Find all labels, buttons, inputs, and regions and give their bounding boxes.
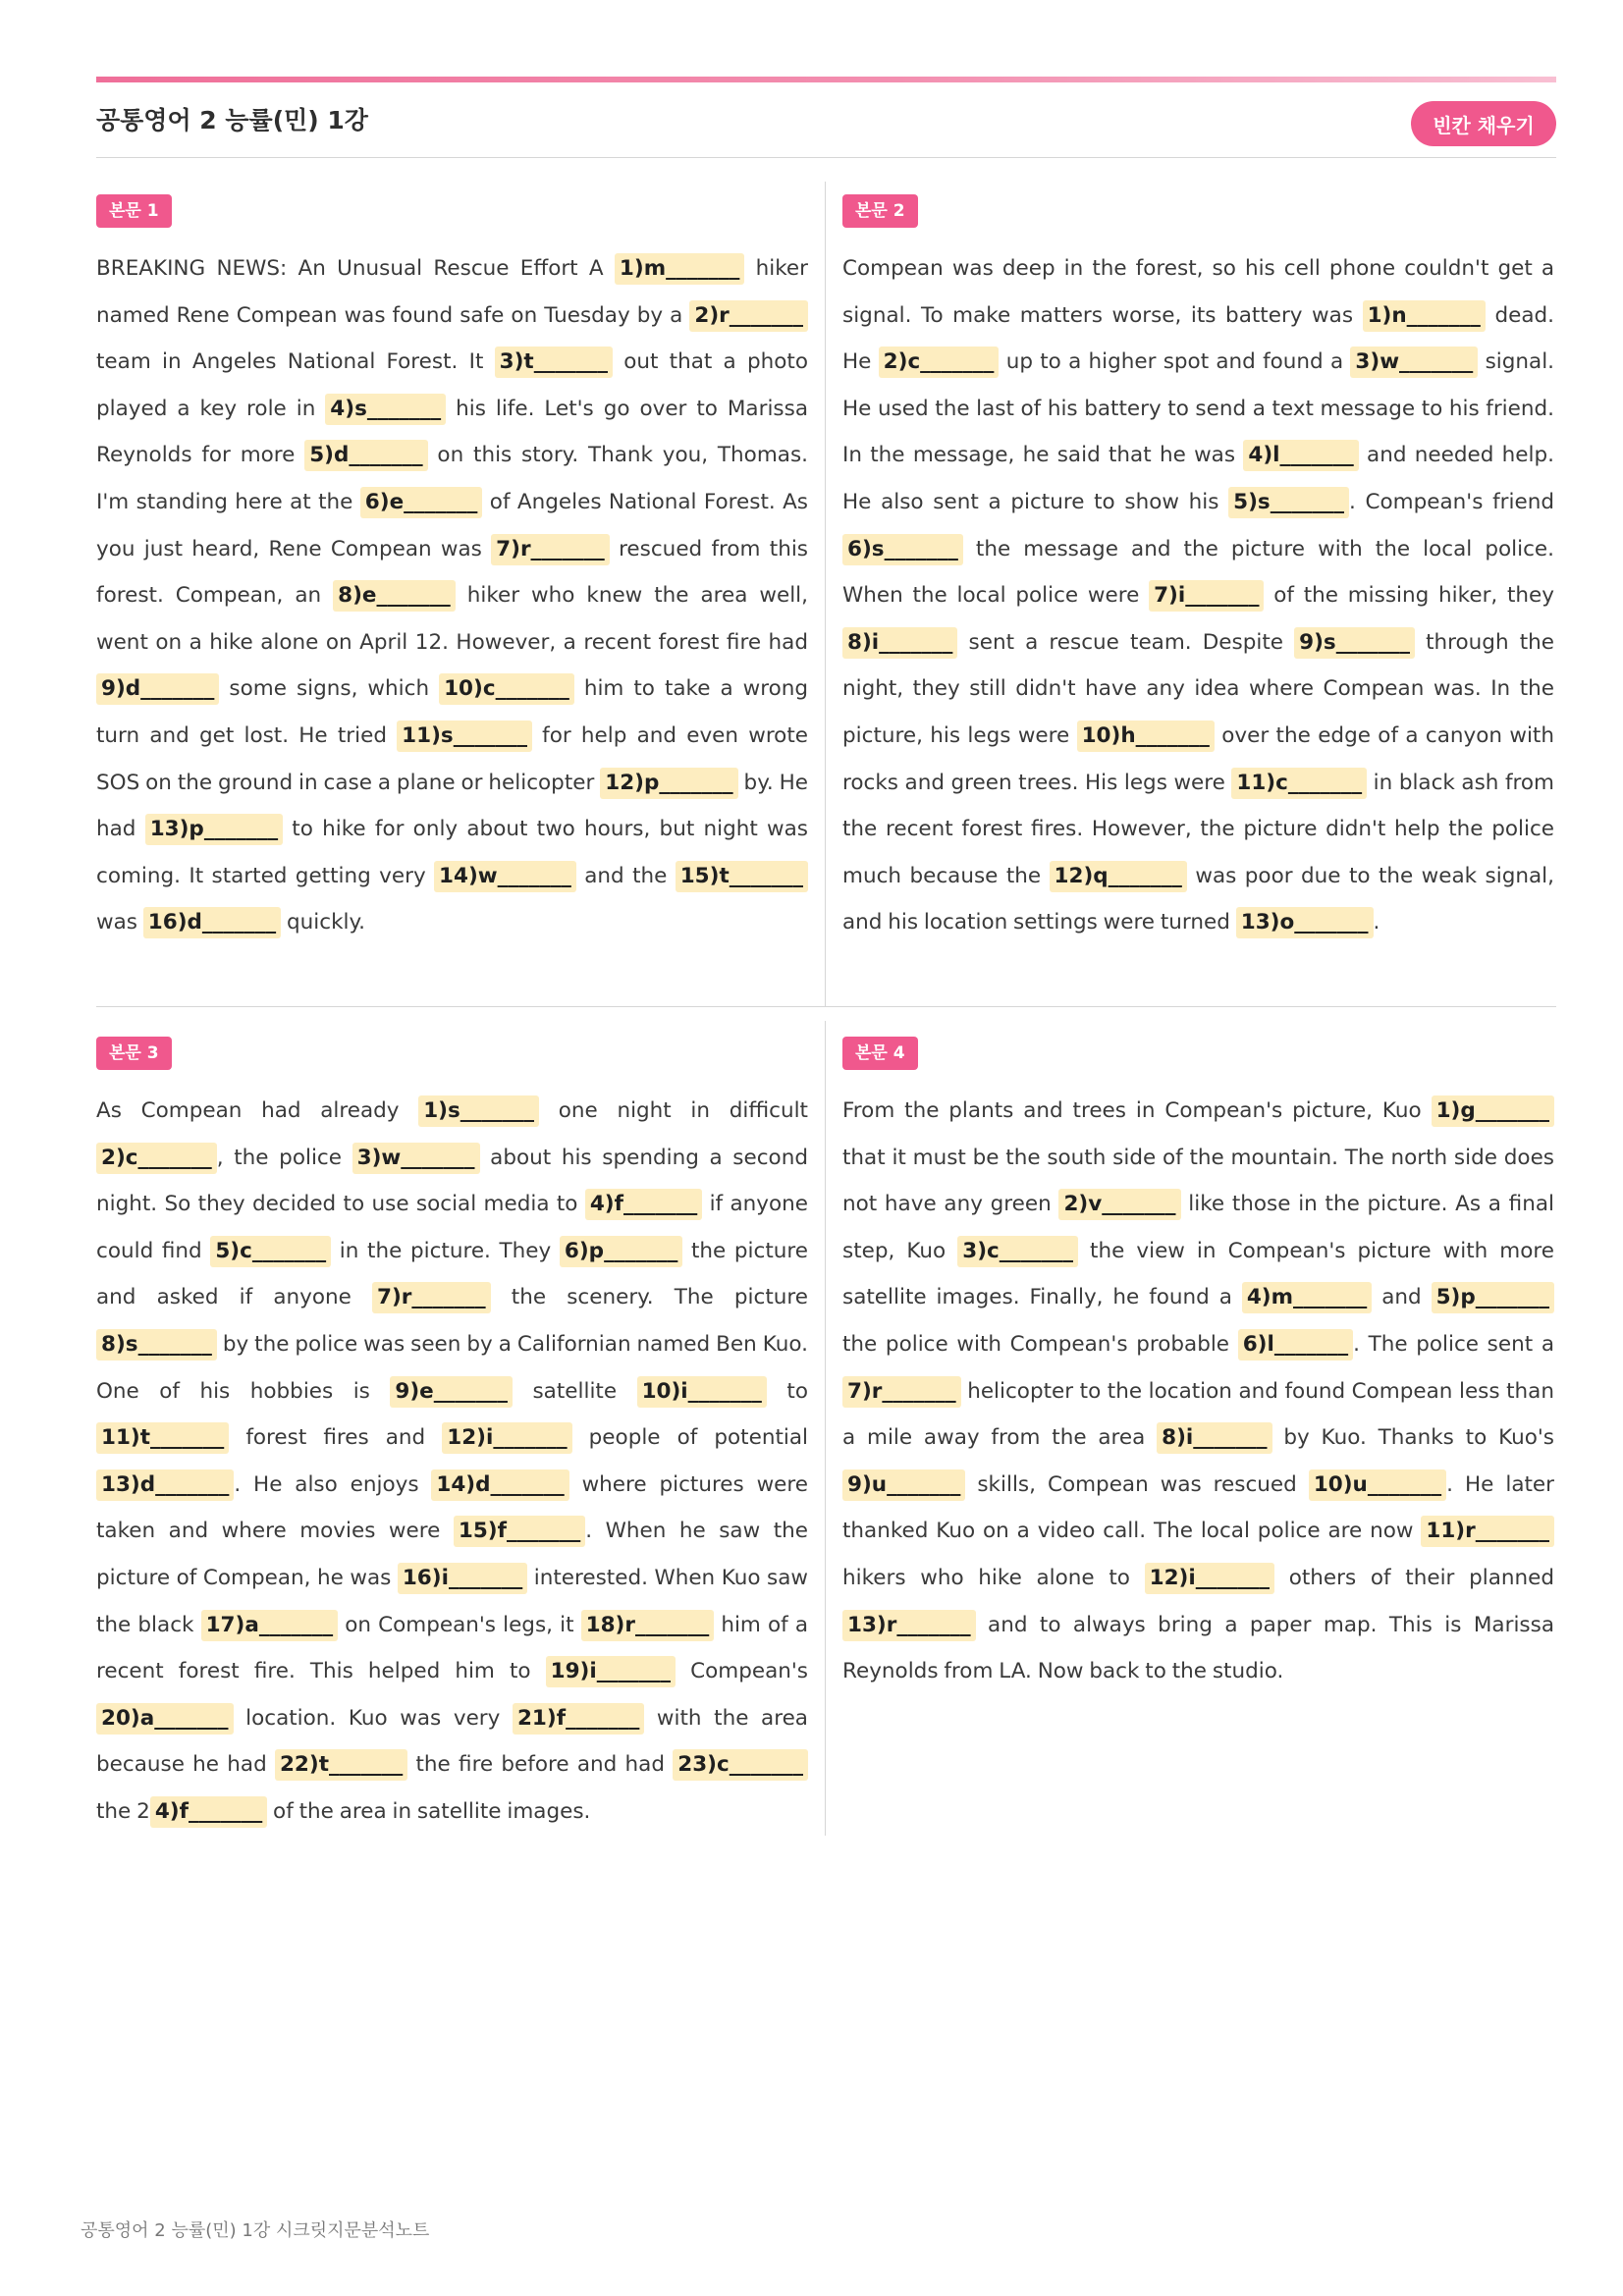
blank-field[interactable]: 16)i_______: [398, 1563, 527, 1594]
blank-field[interactable]: 13)r_______: [842, 1610, 976, 1641]
passage-text-run: was poor due to the weak signal, and his location settings were turned: [842, 863, 1554, 935]
blank-field[interactable]: 12)i_______: [1145, 1563, 1274, 1594]
header-divider: [96, 157, 1556, 158]
blank-field[interactable]: 14)d_______: [431, 1469, 568, 1501]
passage-text-run: the fire before and had: [407, 1752, 674, 1778]
blank-field[interactable]: 9)u_______: [842, 1469, 965, 1501]
passage-tag: 본문 1: [96, 194, 172, 228]
passage-text-run: of Angeles National Forest. As you just heard, Rene Compean was: [96, 489, 808, 561]
blank-field[interactable]: 4)l_______: [1243, 440, 1358, 471]
blank-field[interactable]: 12)q_______: [1050, 861, 1187, 892]
passage-text-run: quickly.: [281, 910, 366, 935]
passage-text-run: satellite: [512, 1378, 637, 1404]
passage-text-run: hiker named Rene Compean was found safe on Tuesday by a: [96, 256, 808, 328]
passage-text-run: if anyone could find: [96, 1192, 809, 1263]
blank-field[interactable]: 8)e_______: [333, 580, 456, 612]
fill-in-blank-mode-button[interactable]: 빈칸 채우기: [1411, 101, 1556, 146]
passage-text-run: and: [1372, 1285, 1432, 1310]
blank-field[interactable]: 4)s_______: [325, 394, 446, 425]
blank-field[interactable]: 12)i_______: [442, 1422, 571, 1454]
page-footer: 공통영어 2 능률(민) 1강 시크릿지문분석노트: [81, 2220, 430, 2241]
passage-text-run: to hike for only about two hours, but night was coming. It started getting very: [96, 817, 808, 888]
passage-text-run: some signs, which: [219, 676, 440, 702]
blank-field[interactable]: 6)p_______: [560, 1236, 682, 1267]
row-divider: [96, 1006, 1556, 1007]
blank-field[interactable]: 9)d_______: [96, 673, 219, 705]
passage-text-run: . The police sent a: [1353, 1331, 1554, 1357]
blank-field[interactable]: 18)r_______: [581, 1610, 715, 1641]
passage-text-run: the view in Compean's picture with more satellite images. Finally, he found a: [842, 1238, 1554, 1310]
blank-field[interactable]: 9)s_______: [1294, 627, 1415, 659]
passage-text-run: the picture and asked if anyone: [96, 1238, 808, 1310]
blank-field[interactable]: 3)c_______: [957, 1236, 1078, 1267]
blank-field[interactable]: 5)d_______: [304, 440, 427, 471]
passage-text-run: location. Kuo was very: [233, 1705, 513, 1731]
passage-text-run: dead. He: [842, 302, 1554, 375]
blank-field[interactable]: 3)w_______: [1350, 347, 1478, 378]
blank-field[interactable]: 2)c_______: [96, 1143, 217, 1174]
passage-text-run: with the area because he had: [96, 1705, 808, 1778]
blank-field[interactable]: 19)i_______: [546, 1656, 676, 1687]
passage-text-run: by the police was seen by a Californian named Ben Kuo. One of his hobbies is: [96, 1331, 808, 1404]
passage-text-run: up to a higher spot and found a: [999, 349, 1351, 375]
passage-section-4: [842, 1037, 1554, 1695]
header-accent-bar: [96, 77, 1556, 82]
passage-text-run: hikers who hike alone to: [842, 1565, 1145, 1590]
column-divider-bottom: [825, 1021, 826, 1836]
blank-field[interactable]: 2)c_______: [879, 347, 1000, 378]
blank-field[interactable]: 10)h_______: [1077, 721, 1215, 752]
passage-text-run: . When he saw the picture of Compean, he was: [96, 1519, 808, 1590]
passage-text-run: him of a recent forest fire. This helped him to: [96, 1612, 808, 1684]
passage-text-run: Compean's: [676, 1659, 808, 1684]
passage-text-run: and the: [575, 863, 676, 888]
passage-text-run: sent a rescue team. Despite: [957, 629, 1295, 655]
passage-text-run: one night in difficult: [539, 1098, 808, 1123]
blank-field[interactable]: 8)i_______: [842, 627, 957, 659]
blank-field[interactable]: 5)p_______: [1432, 1282, 1554, 1313]
passage-text-run: and needed help. He also sent a picture to show his: [842, 443, 1554, 514]
blank-field[interactable]: 7)i_______: [1149, 580, 1264, 612]
passage-text: [96, 1088, 808, 1836]
blank-field[interactable]: 10)c_______: [439, 673, 574, 705]
blank-field[interactable]: 8)s_______: [96, 1329, 217, 1361]
blank-field[interactable]: 17)a_______: [201, 1610, 339, 1641]
blank-field[interactable]: 22)t_______: [275, 1749, 407, 1781]
blank-field[interactable]: 2)r_______: [689, 300, 808, 332]
passage-tag: 본문 3: [96, 1037, 172, 1070]
passage-section-1: [96, 194, 808, 946]
column-divider-top: [825, 182, 826, 1006]
passage-text: [96, 245, 808, 946]
blank-field[interactable]: 15)t_______: [676, 861, 808, 892]
passage-text: [842, 245, 1554, 946]
blank-field[interactable]: 16)d_______: [143, 907, 281, 938]
blank-field[interactable]: 4)m_______: [1242, 1282, 1372, 1313]
passage-text-run: From the plants and trees in Compean's picture, Kuo: [842, 1098, 1432, 1123]
blank-field[interactable]: 11)t_______: [96, 1422, 229, 1454]
passage-text-run: in black ash from the recent forest fires. However, the picture didn't help the police much because the: [842, 770, 1554, 888]
passage-text-run: that it must be the south side of the mountain. The north side does not have any green: [842, 1145, 1554, 1217]
blank-field[interactable]: 7)r_______: [372, 1282, 491, 1313]
passage-text-run: for help and even wrote SOS on the ground in case a plane or helicopter: [96, 722, 808, 795]
passage-text-run: forest fires and: [229, 1425, 443, 1451]
passage-text-run: others of their planned: [1274, 1565, 1555, 1590]
passage-text-run: about his spending a second night. So they decided to use social media to: [96, 1145, 808, 1217]
passage-tag: 본문 2: [842, 194, 918, 228]
passage-text-run: him to take a wrong turn and get lost. He tried: [96, 676, 809, 748]
blank-field[interactable]: 1)m_______: [615, 253, 744, 285]
blank-field[interactable]: 6)s_______: [842, 534, 963, 565]
passage-text-run: his life. Let's go over to Marissa Reynolds for more: [96, 396, 808, 468]
passage-text-run: BREAKING NEWS: An Unusual Rescue Effort A: [96, 256, 615, 281]
blank-field[interactable]: 14)w_______: [434, 861, 576, 892]
blank-field[interactable]: 6)e_______: [360, 487, 483, 518]
passage-text-run: team in Angeles National Forest. It: [96, 349, 495, 375]
passage-text-run: . He also enjoys: [234, 1471, 432, 1497]
passage-tag: 본문 4: [842, 1037, 918, 1070]
blank-field[interactable]: 7)r_______: [842, 1376, 961, 1408]
passage-text-run: of the area in satellite images.: [267, 1798, 591, 1824]
blank-field[interactable]: 23)c_______: [673, 1749, 808, 1781]
blank-field[interactable]: 11)c_______: [1231, 768, 1367, 799]
passage-text-run: people of potential: [571, 1425, 808, 1451]
passage-text-run: the scenery. The picture: [490, 1285, 808, 1310]
passage-text-run: helicopter to the location and found Compean less than a mile away from the area: [842, 1378, 1554, 1451]
passage-text-run: skills, Compean was rescued: [965, 1471, 1309, 1497]
passage-text-run: in the picture. They: [331, 1238, 560, 1263]
passage-text-run: on Compean's legs, it: [338, 1612, 581, 1637]
passage-text-run: . Compean's friend: [1348, 489, 1554, 514]
blank-field[interactable]: 12)p_______: [600, 768, 737, 799]
passage-text-run: signal. He used the last of his battery to send a text message to his friend. In the message, he said that he was: [842, 349, 1554, 468]
passage-text-run: Compean was deep in the forest, so his cell phone couldn't get a signal. To make matters worse, its battery was: [842, 256, 1554, 328]
blank-field[interactable]: 9)e_______: [390, 1376, 513, 1408]
passage-text-run: . He later thanked Kuo on a video call. The local police are now: [842, 1471, 1554, 1544]
passage-text-run: of the missing hiker, they: [1264, 583, 1554, 609]
passage-text-run: like those in the picture. As a final step, Kuo: [842, 1192, 1554, 1263]
blank-field[interactable]: 4)f_______: [150, 1796, 267, 1828]
blank-field[interactable]: 8)i_______: [1157, 1422, 1271, 1454]
blank-field[interactable]: 20)a_______: [96, 1703, 234, 1735]
passage-text-run: the police with Compean's probable: [842, 1331, 1238, 1357]
blank-field[interactable]: 10)u_______: [1309, 1469, 1446, 1501]
passage-text: [842, 1088, 1554, 1695]
passage-text-run: was: [96, 910, 143, 935]
blank-field[interactable]: 2)v_______: [1058, 1189, 1180, 1220]
passage-section-3: [96, 1037, 808, 1836]
blank-field[interactable]: 3)t_______: [495, 347, 613, 378]
blank-field[interactable]: 7)r_______: [491, 534, 610, 565]
passage-text-run: and to always bring a paper map. This is Marissa Reynolds from LA. Now back to the studio.: [842, 1612, 1554, 1684]
passage-text-run: through the night, they still didn't have any idea where Compean was. In the picture, his legs were: [842, 629, 1554, 748]
blank-field[interactable]: 3)w_______: [352, 1143, 480, 1174]
passage-text-run: hiker who knew the area well, went on a hike alone on April 12. However, a recent forest fire had: [96, 583, 808, 655]
passage-text-run: , the police: [216, 1145, 352, 1170]
passage-text-run: by Kuo. Thanks to Kuo's: [1271, 1425, 1555, 1451]
passage-text-run: by. He had: [96, 770, 808, 842]
passage-text-run: where pictures were taken and where movies were: [96, 1471, 808, 1544]
passage-text-run: to: [766, 1378, 809, 1404]
passage-section-2: [842, 194, 1554, 946]
blank-field[interactable]: 1)n_______: [1363, 300, 1486, 332]
blank-field[interactable]: 4)f_______: [585, 1189, 702, 1220]
blank-field[interactable]: 15)f_______: [454, 1516, 585, 1547]
blank-field[interactable]: 10)i_______: [637, 1376, 767, 1408]
passage-text-run: over the edge of a canyon with rocks and green trees. His legs were: [842, 722, 1554, 795]
passage-text-run: on this story. Thank you, Thomas. I'm standing here at the: [96, 443, 808, 514]
blank-field[interactable]: 13)d_______: [96, 1469, 234, 1501]
page-title: 공통영어 2 능률(민) 1강: [96, 106, 368, 134]
blank-field[interactable]: 11)s_______: [397, 721, 532, 752]
blank-field[interactable]: 13)p_______: [145, 814, 283, 845]
blank-field[interactable]: 6)l_______: [1238, 1329, 1353, 1361]
passage-text-run: .: [1373, 910, 1380, 935]
passage-text-run: the message and the picture with the local police. When the local police were: [842, 536, 1554, 609]
passage-text-run: the 2: [96, 1798, 150, 1824]
blank-field[interactable]: 13)o_______: [1236, 907, 1374, 938]
passage-text-run: out that a photo played a key role in: [96, 349, 808, 421]
blank-field[interactable]: 11)r_______: [1421, 1516, 1554, 1547]
passage-text-run: rescued from this forest. Compean, an: [96, 536, 809, 609]
blank-field[interactable]: 21)f_______: [513, 1703, 644, 1735]
blank-field[interactable]: 1)s_______: [418, 1095, 539, 1127]
passage-text-run: interested. When Kuo saw the black: [96, 1565, 808, 1637]
blank-field[interactable]: 1)g_______: [1432, 1095, 1554, 1127]
passage-text-run: As Compean had already: [96, 1098, 419, 1123]
blank-field[interactable]: 5)c_______: [210, 1236, 331, 1267]
blank-field[interactable]: 5)s_______: [1228, 487, 1349, 518]
